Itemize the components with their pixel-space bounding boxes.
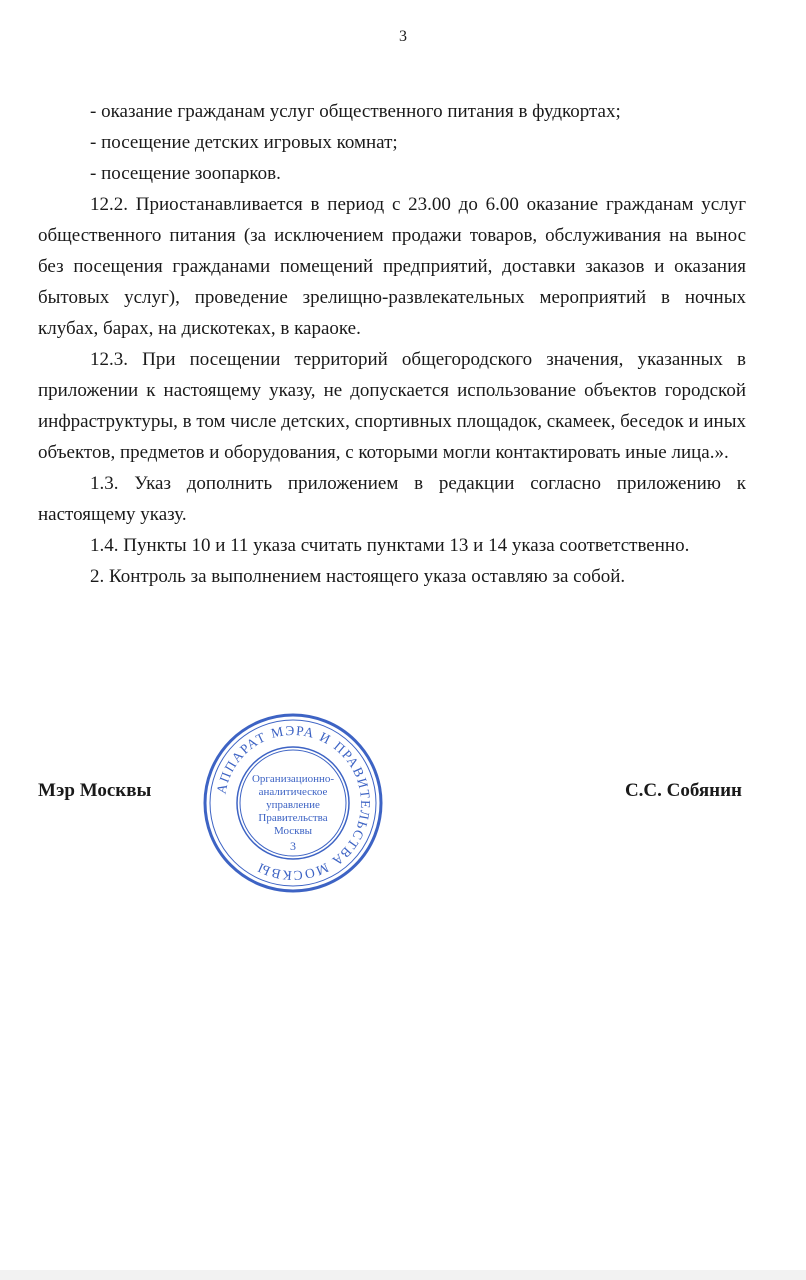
list-item: - посещение детских игровых комнат; [90, 132, 398, 153]
seal-ring-text: АППАРАТ МЭРА И ПРАВИТЕЛЬСТВА МОСКВЫ [213, 722, 374, 884]
official-seal [202, 712, 384, 894]
seal-center-line: Организационно- [251, 773, 335, 785]
list-item: - оказание гражданам услуг общественного питания в фудкортах; [90, 101, 621, 122]
document-body [38, 96, 746, 592]
paragraph-12-2: 12.2. Приостанавливается в период с 23.00 до 6.00 оказание гражданам услуг общественного питания (за исключением продажи товаров, обслуживания на вынос без посещения гражданами помещений предприятий, доставки заказов и оказания бытовых услуг), проведение зрелищно-развлекательных мероприятий в ночных клубах, барах, на дискотеках, в караоке. [38, 194, 746, 339]
paragraph-2: 2. Контроль за выполнением настоящего указа оставляю за собой. [90, 566, 626, 587]
seal-center-line: аналитическое [258, 786, 328, 798]
seal-center-line: Правительства [258, 812, 328, 824]
seal-number: 3 [290, 839, 296, 853]
paragraph-1-4: 1.4. Пункты 10 и 11 указа считать пунктами 13 и 14 указа соответственно. [90, 535, 690, 556]
list-item: - посещение зоопарков. [90, 163, 281, 184]
signatory-position: Мэр Москвы [38, 780, 152, 801]
paragraph-12-3: 12.3. При посещении территорий общегородского значения, указанных в приложении к настоящему указу, не допускается использование объектов городской инфраструктуры, в том числе детских, спортивных площадок, скамеек, беседок и иных объектов, предметов и оборудования, с которыми могли контактировать иные лица.». [38, 349, 746, 463]
page-number: 3 [399, 28, 407, 45]
seal-center-line: управление [266, 799, 320, 811]
seal-center-line: Москвы [273, 825, 313, 837]
signatory-name: С.С. Собянин [624, 780, 742, 801]
scan-bottom-edge [0, 1270, 806, 1280]
paragraph-1-3: 1.3. Указ дополнить приложением в редакции согласно приложению к настоящему указу. [38, 473, 746, 525]
